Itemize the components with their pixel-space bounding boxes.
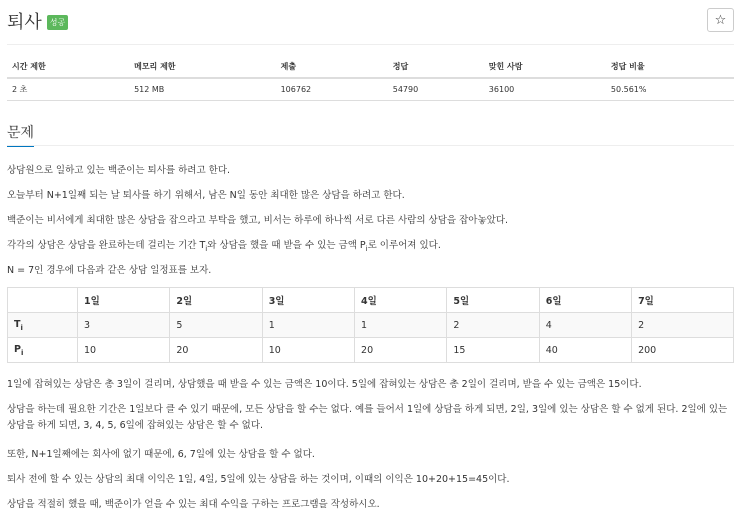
info-submissions: 106762 [276,78,388,100]
info-memory-limit: 512 MB [129,78,276,100]
subscript: i [205,244,208,253]
schedule-cell: 10 [78,338,170,363]
schedule-cell: 200 [632,338,734,363]
schedule-cell: 20 [170,338,262,363]
info-solved-users: 36100 [484,78,606,100]
schedule-row-p [8,338,734,363]
subscript: i [365,244,368,253]
info-header-accept-ratio: 정답 비율 [606,56,734,78]
star-icon: ☆ [714,12,727,28]
page-title: 퇴사 [7,12,42,33]
info-header-submissions: 제출 [276,56,388,78]
schedule-day-header: 1일 [78,288,170,313]
schedule-table [7,287,734,363]
schedule-day-header: 7일 [632,288,734,313]
row-label-text: P [14,343,21,355]
info-header-memory-limit: 메모리 제한 [129,56,276,78]
info-accepted: 54790 [388,78,484,100]
schedule-cell: 1 [355,313,447,338]
info-time-limit: 2 초 [7,78,129,100]
schedule-cell: 3 [78,313,170,338]
problem-paragraph: 상담을 적절히 했을 때, 백준이가 얻을 수 있는 최대 수익을 구하는 프로그램을 작성하시오. [7,499,380,510]
problem-paragraph: 상담을 하는데 필요한 기간은 1일보다 클 수 있기 때문에, 모든 상담을 할 수는 없다. 예를 들어서 1일에 상담을 하게 되면, 2일, 3일에 있는 상담은 할 수 없게 된다. 2일에 있는 상담을 하게 되면, 3, 4, 5, 6일에 잡혀있는 상담은 할 수 없다. [7,404,728,431]
problem-paragraph: 또한, N+1일째에는 회사에 없기 때문에, 6, 7일에 있는 상담을 할 수 없다. [7,449,315,460]
schedule-row-label [8,313,78,338]
text: 로 이루어져 있다. [367,240,441,251]
schedule-cell: 2 [447,313,539,338]
schedule-cell: 20 [355,338,447,363]
row-label-text: T [14,318,21,330]
problem-paragraph: 퇴사 전에 할 수 있는 상담의 최대 이익은 1일, 4일, 5일에 있는 상담을 하는 것이며, 이때의 이익은 10+20+15=45이다. [7,474,510,485]
status-badge: 성공 [47,15,68,30]
schedule-day-header: 5일 [447,288,539,313]
schedule-cell: 4 [539,313,631,338]
problem-paragraph: 상담원으로 일하고 있는 백준이는 퇴사를 하려고 한다. [7,165,231,176]
schedule-day-header: 2일 [170,288,262,313]
schedule-row-label [8,338,78,363]
schedule-cell: 1 [262,313,354,338]
schedule-row-t [8,313,734,338]
section-title-problem: 문제 [7,122,34,147]
schedule-day-header: 4일 [355,288,447,313]
problem-paragraph: 오늘부터 N+1일째 되는 날 퇴사를 하기 위해서, 남은 N일 동안 최대한 많은 상담을 하려고 한다. [7,190,405,201]
schedule-cell: 5 [170,313,262,338]
text: 와 상담을 했을 때 받을 수 있는 금액 P [207,240,366,251]
info-value-row [7,78,734,100]
schedule-corner-cell [8,288,78,313]
text: 각각의 상담은 상담을 완료하는데 걸리는 기간 T [7,240,206,251]
schedule-cell: 10 [262,338,354,363]
info-header-time-limit: 시간 제한 [7,56,129,78]
problem-paragraph: N = 7인 경우에 다음과 같은 상담 일정표를 보자. [7,265,212,276]
problem-paragraph [7,238,737,257]
star-button[interactable] [707,8,734,32]
problem-paragraph: 1일에 잡혀있는 상담은 총 3일이 걸리며, 상담했을 때 받을 수 있는 금액은 10이다. 5일에 잡혀있는 상담은 총 2일이 걸리며, 받을 수 있는 금액은 15이다. [7,379,642,390]
info-accept-ratio: 50.561% [606,78,734,100]
schedule-day-header: 6일 [539,288,631,313]
subscript: i [20,323,23,332]
divider [7,44,734,45]
problem-info-table [7,56,734,101]
schedule-day-header: 3일 [262,288,354,313]
problem-paragraph: 백준이는 비서에게 최대한 많은 상담을 잡으라고 부탁을 했고, 비서는 하루에 하나씩 서로 다른 사람의 상담을 잡아놓았다. [7,215,509,226]
title-row [7,9,68,33]
info-header-accepted: 정답 [388,56,484,78]
schedule-cell: 15 [447,338,539,363]
info-header-row [7,56,734,78]
schedule-cell: 40 [539,338,631,363]
info-header-solved-users: 맞힌 사람 [484,56,606,78]
section-divider [7,145,734,146]
schedule-cell: 2 [632,313,734,338]
schedule-header-row [8,288,734,313]
subscript: i [20,348,24,357]
